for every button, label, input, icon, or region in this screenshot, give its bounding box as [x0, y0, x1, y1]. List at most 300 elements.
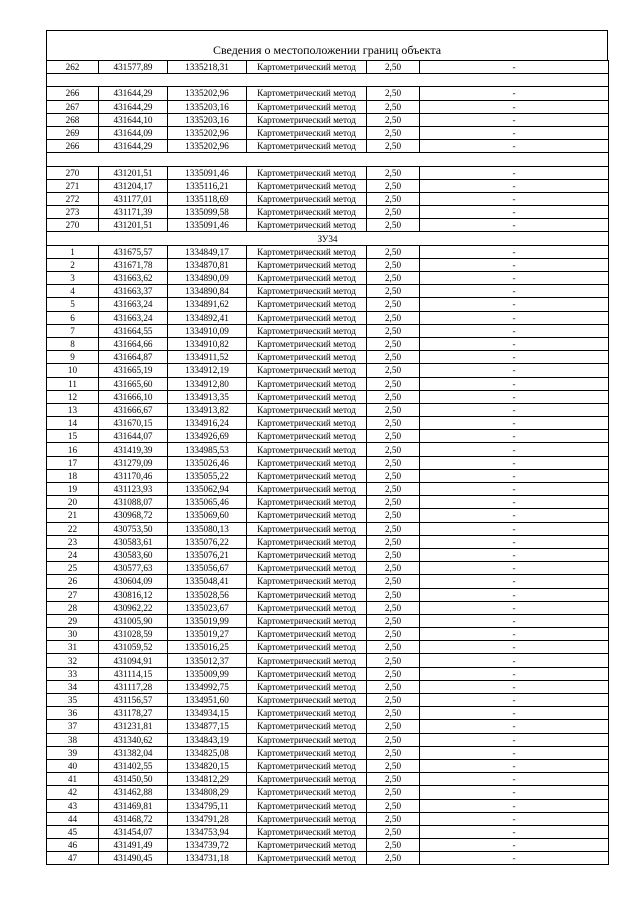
coord-y-cell: 1335218,31 — [168, 61, 247, 74]
description-cell: - — [420, 825, 609, 838]
description-cell: - — [420, 113, 609, 126]
coord-y-cell: 1335202,96 — [168, 140, 247, 153]
point-number-cell: 33 — [47, 667, 99, 680]
description-cell: - — [420, 812, 609, 825]
coord-x-cell: 431490,45 — [99, 852, 168, 865]
section-label: ЗУ34 — [47, 232, 609, 245]
accuracy-cell: 2,50 — [367, 746, 420, 759]
table-row — [47, 614, 609, 627]
table-row — [47, 456, 609, 469]
accuracy-cell: 2,50 — [367, 258, 420, 271]
point-number-cell: 24 — [47, 548, 99, 561]
point-number-cell: 13 — [47, 403, 99, 416]
description-cell: - — [420, 443, 609, 456]
accuracy-cell: 2,50 — [367, 588, 420, 601]
point-number-cell: 10 — [47, 364, 99, 377]
point-number-cell: 6 — [47, 311, 99, 324]
point-number-cell: 28 — [47, 601, 99, 614]
accuracy-cell: 2,50 — [367, 285, 420, 298]
table-row — [47, 483, 609, 496]
coord-y-cell: 1334912,19 — [168, 364, 247, 377]
description-cell: - — [420, 483, 609, 496]
coord-y-cell: 1335091,46 — [168, 166, 247, 179]
coord-y-cell: 1334951,60 — [168, 694, 247, 707]
method-cell: Картометрический метод — [247, 707, 367, 720]
coord-x-cell: 431468,72 — [99, 812, 168, 825]
coord-y-cell: 1334849,17 — [168, 245, 247, 258]
accuracy-cell: 2,50 — [367, 113, 420, 126]
method-cell: Картометрический метод — [247, 377, 367, 390]
coord-y-cell: 1335076,21 — [168, 548, 247, 561]
coord-y-cell: 1334890,84 — [168, 285, 247, 298]
description-cell: - — [420, 548, 609, 561]
coord-y-cell: 1334913,82 — [168, 403, 247, 416]
description-cell: - — [420, 746, 609, 759]
point-number-cell: 266 — [47, 87, 99, 100]
table-row — [47, 746, 609, 759]
accuracy-cell: 2,50 — [367, 469, 420, 482]
accuracy-cell: 2,50 — [367, 390, 420, 403]
coord-x-cell: 431171,39 — [99, 206, 168, 219]
coord-x-cell: 431644,29 — [99, 140, 168, 153]
accuracy-cell: 2,50 — [367, 799, 420, 812]
accuracy-cell: 2,50 — [367, 522, 420, 535]
coord-x-cell: 430583,60 — [99, 548, 168, 561]
description-cell: - — [420, 377, 609, 390]
method-cell: Картометрический метод — [247, 601, 367, 614]
description-cell: - — [420, 773, 609, 786]
accuracy-cell: 2,50 — [367, 759, 420, 772]
coord-y-cell: 1334731,18 — [168, 852, 247, 865]
method-cell: Картометрический метод — [247, 799, 367, 812]
point-number-cell: 11 — [47, 377, 99, 390]
point-number-cell: 9 — [47, 351, 99, 364]
table-row — [47, 298, 609, 311]
table-row — [47, 628, 609, 641]
accuracy-cell: 2,50 — [367, 272, 420, 285]
point-number-cell: 41 — [47, 773, 99, 786]
coord-y-cell: 1334926,69 — [168, 430, 247, 443]
coord-y-cell: 1334910,82 — [168, 337, 247, 350]
coord-y-cell: 1334916,24 — [168, 417, 247, 430]
method-cell: Картометрический метод — [247, 245, 367, 258]
accuracy-cell: 2,50 — [367, 430, 420, 443]
table-row — [47, 337, 609, 350]
coord-x-cell: 431088,07 — [99, 496, 168, 509]
coord-y-cell: 1335019,99 — [168, 614, 247, 627]
description-cell: - — [420, 140, 609, 153]
coord-y-cell: 1334992,75 — [168, 680, 247, 693]
coord-y-cell: 1335026,46 — [168, 456, 247, 469]
coord-x-cell: 431663,24 — [99, 298, 168, 311]
point-number-cell: 262 — [47, 61, 99, 74]
coord-y-cell: 1335009,99 — [168, 667, 247, 680]
separator-row — [47, 74, 609, 87]
point-number-cell: 20 — [47, 496, 99, 509]
accuracy-cell: 2,50 — [367, 614, 420, 627]
coord-x-cell: 431454,07 — [99, 825, 168, 838]
table-row — [47, 100, 609, 113]
method-cell: Картометрический метод — [247, 746, 367, 759]
description-cell: - — [420, 509, 609, 522]
coord-x-cell: 431450,50 — [99, 773, 168, 786]
method-cell: Картометрический метод — [247, 680, 367, 693]
table-row — [47, 113, 609, 126]
coord-x-cell: 431577,89 — [99, 61, 168, 74]
method-cell: Картометрический метод — [247, 641, 367, 654]
point-number-cell: 12 — [47, 390, 99, 403]
point-number-cell: 35 — [47, 694, 99, 707]
coord-y-cell: 1335118,69 — [168, 192, 247, 205]
table-row — [47, 390, 609, 403]
table-row — [47, 219, 609, 232]
coord-x-cell: 431170,46 — [99, 469, 168, 482]
coord-y-cell: 1334913,35 — [168, 390, 247, 403]
point-number-cell: 22 — [47, 522, 99, 535]
coord-x-cell: 430816,12 — [99, 588, 168, 601]
method-cell: Картометрический метод — [247, 483, 367, 496]
coord-y-cell: 1334934,15 — [168, 707, 247, 720]
coord-y-cell: 1334843,19 — [168, 733, 247, 746]
point-number-cell: 7 — [47, 324, 99, 337]
accuracy-cell: 2,50 — [367, 245, 420, 258]
table-title-box — [46, 30, 608, 60]
method-cell: Картометрический метод — [247, 694, 367, 707]
accuracy-cell: 2,50 — [367, 641, 420, 654]
accuracy-cell: 2,50 — [367, 364, 420, 377]
coord-x-cell: 431382,04 — [99, 746, 168, 759]
description-cell: - — [420, 258, 609, 271]
table-row — [47, 773, 609, 786]
description-cell: - — [420, 641, 609, 654]
accuracy-cell: 2,50 — [367, 839, 420, 852]
table-row — [47, 839, 609, 852]
point-number-cell: 19 — [47, 483, 99, 496]
point-number-cell: 46 — [47, 839, 99, 852]
description-cell: - — [420, 179, 609, 192]
description-cell: - — [420, 839, 609, 852]
method-cell: Картометрический метод — [247, 324, 367, 337]
table-row — [47, 430, 609, 443]
table-row — [47, 140, 609, 153]
description-cell: - — [420, 311, 609, 324]
coord-y-cell: 1335069,60 — [168, 509, 247, 522]
table-row — [47, 126, 609, 139]
coord-x-cell: 431469,81 — [99, 799, 168, 812]
point-number-cell: 21 — [47, 509, 99, 522]
method-cell: Картометрический метод — [247, 285, 367, 298]
description-cell: - — [420, 562, 609, 575]
method-cell: Картометрический метод — [247, 351, 367, 364]
section-header-row — [47, 232, 609, 245]
point-number-cell: 39 — [47, 746, 99, 759]
point-number-cell: 27 — [47, 588, 99, 601]
accuracy-cell: 2,50 — [367, 825, 420, 838]
accuracy-cell: 2,50 — [367, 166, 420, 179]
point-number-cell: 1 — [47, 245, 99, 258]
coord-y-cell: 1335056,67 — [168, 562, 247, 575]
method-cell: Картометрический метод — [247, 113, 367, 126]
accuracy-cell: 2,50 — [367, 562, 420, 575]
table-row — [47, 825, 609, 838]
accuracy-cell: 2,50 — [367, 351, 420, 364]
point-number-cell: 38 — [47, 733, 99, 746]
coord-y-cell: 1334753,94 — [168, 825, 247, 838]
table-row — [47, 694, 609, 707]
method-cell: Картометрический метод — [247, 852, 367, 865]
method-cell: Картометрический метод — [247, 548, 367, 561]
point-number-cell: 273 — [47, 206, 99, 219]
coord-y-cell: 1335076,22 — [168, 535, 247, 548]
document-page — [46, 30, 608, 865]
table-row — [47, 403, 609, 416]
accuracy-cell: 2,50 — [367, 126, 420, 139]
coord-y-cell: 1335091,46 — [168, 219, 247, 232]
point-number-cell: 47 — [47, 852, 99, 865]
description-cell: - — [420, 245, 609, 258]
point-number-cell: 44 — [47, 812, 99, 825]
point-number-cell: 31 — [47, 641, 99, 654]
coord-x-cell: 431665,19 — [99, 364, 168, 377]
method-cell: Картометрический метод — [247, 839, 367, 852]
description-cell: - — [420, 680, 609, 693]
description-cell: - — [420, 535, 609, 548]
coord-x-cell: 431279,09 — [99, 456, 168, 469]
table-title: Сведения о местоположении границ объекта — [212, 43, 442, 57]
coordinates-table-body — [47, 61, 609, 865]
point-number-cell: 3 — [47, 272, 99, 285]
accuracy-cell: 2,50 — [367, 456, 420, 469]
coord-y-cell: 1334911,52 — [168, 351, 247, 364]
coord-x-cell: 431644,10 — [99, 113, 168, 126]
description-cell: - — [420, 192, 609, 205]
coord-x-cell: 431663,37 — [99, 285, 168, 298]
point-number-cell: 17 — [47, 456, 99, 469]
accuracy-cell: 2,50 — [367, 694, 420, 707]
coord-y-cell: 1335019,27 — [168, 628, 247, 641]
point-number-cell: 32 — [47, 654, 99, 667]
coord-x-cell: 431402,55 — [99, 759, 168, 772]
coord-x-cell: 431231,81 — [99, 720, 168, 733]
point-number-cell: 5 — [47, 298, 99, 311]
separator-cell — [47, 153, 609, 166]
point-number-cell: 8 — [47, 337, 99, 350]
accuracy-cell: 2,50 — [367, 548, 420, 561]
coord-y-cell: 1334808,29 — [168, 786, 247, 799]
accuracy-cell: 2,50 — [367, 192, 420, 205]
method-cell: Картометрический метод — [247, 87, 367, 100]
point-number-cell: 26 — [47, 575, 99, 588]
point-number-cell: 15 — [47, 430, 99, 443]
method-cell: Картометрический метод — [247, 456, 367, 469]
coord-x-cell: 430962,22 — [99, 601, 168, 614]
table-row — [47, 285, 609, 298]
accuracy-cell: 2,50 — [367, 509, 420, 522]
coord-x-cell: 431156,57 — [99, 694, 168, 707]
coord-y-cell: 1334910,09 — [168, 324, 247, 337]
accuracy-cell: 2,50 — [367, 496, 420, 509]
point-number-cell: 42 — [47, 786, 99, 799]
table-row — [47, 351, 609, 364]
coord-x-cell: 431178,27 — [99, 707, 168, 720]
table-row — [47, 601, 609, 614]
accuracy-cell: 2,50 — [367, 403, 420, 416]
description-cell: - — [420, 707, 609, 720]
method-cell: Картометрический метод — [247, 100, 367, 113]
coord-x-cell: 431005,90 — [99, 614, 168, 627]
coord-y-cell: 1334739,72 — [168, 839, 247, 852]
coord-y-cell: 1334985,53 — [168, 443, 247, 456]
method-cell: Картометрический метод — [247, 166, 367, 179]
description-cell: - — [420, 601, 609, 614]
coord-x-cell: 431644,29 — [99, 87, 168, 100]
coord-x-cell: 431670,15 — [99, 417, 168, 430]
coord-x-cell: 430583,61 — [99, 535, 168, 548]
method-cell: Картометрический метод — [247, 337, 367, 350]
description-cell: - — [420, 496, 609, 509]
table-row — [47, 680, 609, 693]
method-cell: Картометрический метод — [247, 522, 367, 535]
coord-x-cell: 430753,50 — [99, 522, 168, 535]
description-cell: - — [420, 720, 609, 733]
table-row — [47, 720, 609, 733]
method-cell: Картометрический метод — [247, 535, 367, 548]
method-cell: Картометрический метод — [247, 786, 367, 799]
table-row — [47, 324, 609, 337]
coord-x-cell: 431201,51 — [99, 219, 168, 232]
coord-x-cell: 431664,66 — [99, 337, 168, 350]
coord-y-cell: 1334820,15 — [168, 759, 247, 772]
coord-x-cell: 431664,55 — [99, 324, 168, 337]
accuracy-cell: 2,50 — [367, 140, 420, 153]
point-number-cell: 4 — [47, 285, 99, 298]
table-row — [47, 641, 609, 654]
coord-y-cell: 1334870,81 — [168, 258, 247, 271]
table-row — [47, 192, 609, 205]
coord-y-cell: 1335028,56 — [168, 588, 247, 601]
accuracy-cell: 2,50 — [367, 100, 420, 113]
table-row — [47, 61, 609, 74]
method-cell: Картометрический метод — [247, 311, 367, 324]
point-number-cell: 36 — [47, 707, 99, 720]
coord-y-cell: 1335099,58 — [168, 206, 247, 219]
description-cell: - — [420, 575, 609, 588]
method-cell: Картометрический метод — [247, 720, 367, 733]
coord-x-cell: 431644,29 — [99, 100, 168, 113]
coord-y-cell: 1334912,80 — [168, 377, 247, 390]
coord-y-cell: 1335016,25 — [168, 641, 247, 654]
table-row — [47, 311, 609, 324]
table-row — [47, 799, 609, 812]
accuracy-cell: 2,50 — [367, 707, 420, 720]
accuracy-cell: 2,50 — [367, 667, 420, 680]
point-number-cell: 2 — [47, 258, 99, 271]
method-cell: Картометрический метод — [247, 509, 367, 522]
accuracy-cell: 2,50 — [367, 852, 420, 865]
point-number-cell: 43 — [47, 799, 99, 812]
description-cell: - — [420, 219, 609, 232]
point-number-cell: 268 — [47, 113, 99, 126]
point-number-cell: 18 — [47, 469, 99, 482]
method-cell: Картометрический метод — [247, 430, 367, 443]
table-row — [47, 469, 609, 482]
description-cell: - — [420, 364, 609, 377]
coord-y-cell: 1334825,08 — [168, 746, 247, 759]
accuracy-cell: 2,50 — [367, 311, 420, 324]
description-cell: - — [420, 351, 609, 364]
description-cell: - — [420, 694, 609, 707]
coord-x-cell: 431671,78 — [99, 258, 168, 271]
coord-x-cell: 431462,88 — [99, 786, 168, 799]
description-cell: - — [420, 337, 609, 350]
coord-x-cell: 431114,15 — [99, 667, 168, 680]
coord-y-cell: 1334890,09 — [168, 272, 247, 285]
coord-x-cell: 431028,59 — [99, 628, 168, 641]
table-row — [47, 548, 609, 561]
accuracy-cell: 2,50 — [367, 179, 420, 192]
description-cell: - — [420, 667, 609, 680]
coord-x-cell: 431204,17 — [99, 179, 168, 192]
point-number-cell: 269 — [47, 126, 99, 139]
point-number-cell: 14 — [47, 417, 99, 430]
coord-y-cell: 1335203,16 — [168, 100, 247, 113]
description-cell: - — [420, 522, 609, 535]
point-number-cell: 267 — [47, 100, 99, 113]
coord-y-cell: 1335203,16 — [168, 113, 247, 126]
coord-y-cell: 1335023,67 — [168, 601, 247, 614]
coord-y-cell: 1335080,13 — [168, 522, 247, 535]
table-row — [47, 87, 609, 100]
accuracy-cell: 2,50 — [367, 628, 420, 641]
coord-x-cell: 430604,09 — [99, 575, 168, 588]
coord-x-cell: 431117,28 — [99, 680, 168, 693]
accuracy-cell: 2,50 — [367, 417, 420, 430]
table-row — [47, 443, 609, 456]
coord-x-cell: 431675,57 — [99, 245, 168, 258]
point-number-cell: 271 — [47, 179, 99, 192]
method-cell: Картометрический метод — [247, 654, 367, 667]
coord-x-cell: 431644,07 — [99, 430, 168, 443]
point-number-cell: 23 — [47, 535, 99, 548]
coord-y-cell: 1335048,41 — [168, 575, 247, 588]
coord-x-cell: 431665,60 — [99, 377, 168, 390]
method-cell: Картометрический метод — [247, 588, 367, 601]
point-number-cell: 266 — [47, 140, 99, 153]
coord-x-cell: 431644,09 — [99, 126, 168, 139]
method-cell: Картометрический метод — [247, 179, 367, 192]
point-number-cell: 272 — [47, 192, 99, 205]
point-number-cell: 270 — [47, 166, 99, 179]
description-cell: - — [420, 403, 609, 416]
method-cell: Картометрический метод — [247, 140, 367, 153]
table-row — [47, 522, 609, 535]
coord-y-cell: 1334892,41 — [168, 311, 247, 324]
accuracy-cell: 2,50 — [367, 298, 420, 311]
description-cell: - — [420, 417, 609, 430]
method-cell: Картометрический метод — [247, 773, 367, 786]
description-cell: - — [420, 166, 609, 179]
accuracy-cell: 2,50 — [367, 483, 420, 496]
table-row — [47, 707, 609, 720]
table-row — [47, 759, 609, 772]
coord-x-cell: 431340,62 — [99, 733, 168, 746]
method-cell: Картометрический метод — [247, 258, 367, 271]
point-number-cell: 45 — [47, 825, 99, 838]
method-cell: Картометрический метод — [247, 61, 367, 74]
coord-y-cell: 1335062,94 — [168, 483, 247, 496]
description-cell: - — [420, 285, 609, 298]
description-cell: - — [420, 298, 609, 311]
